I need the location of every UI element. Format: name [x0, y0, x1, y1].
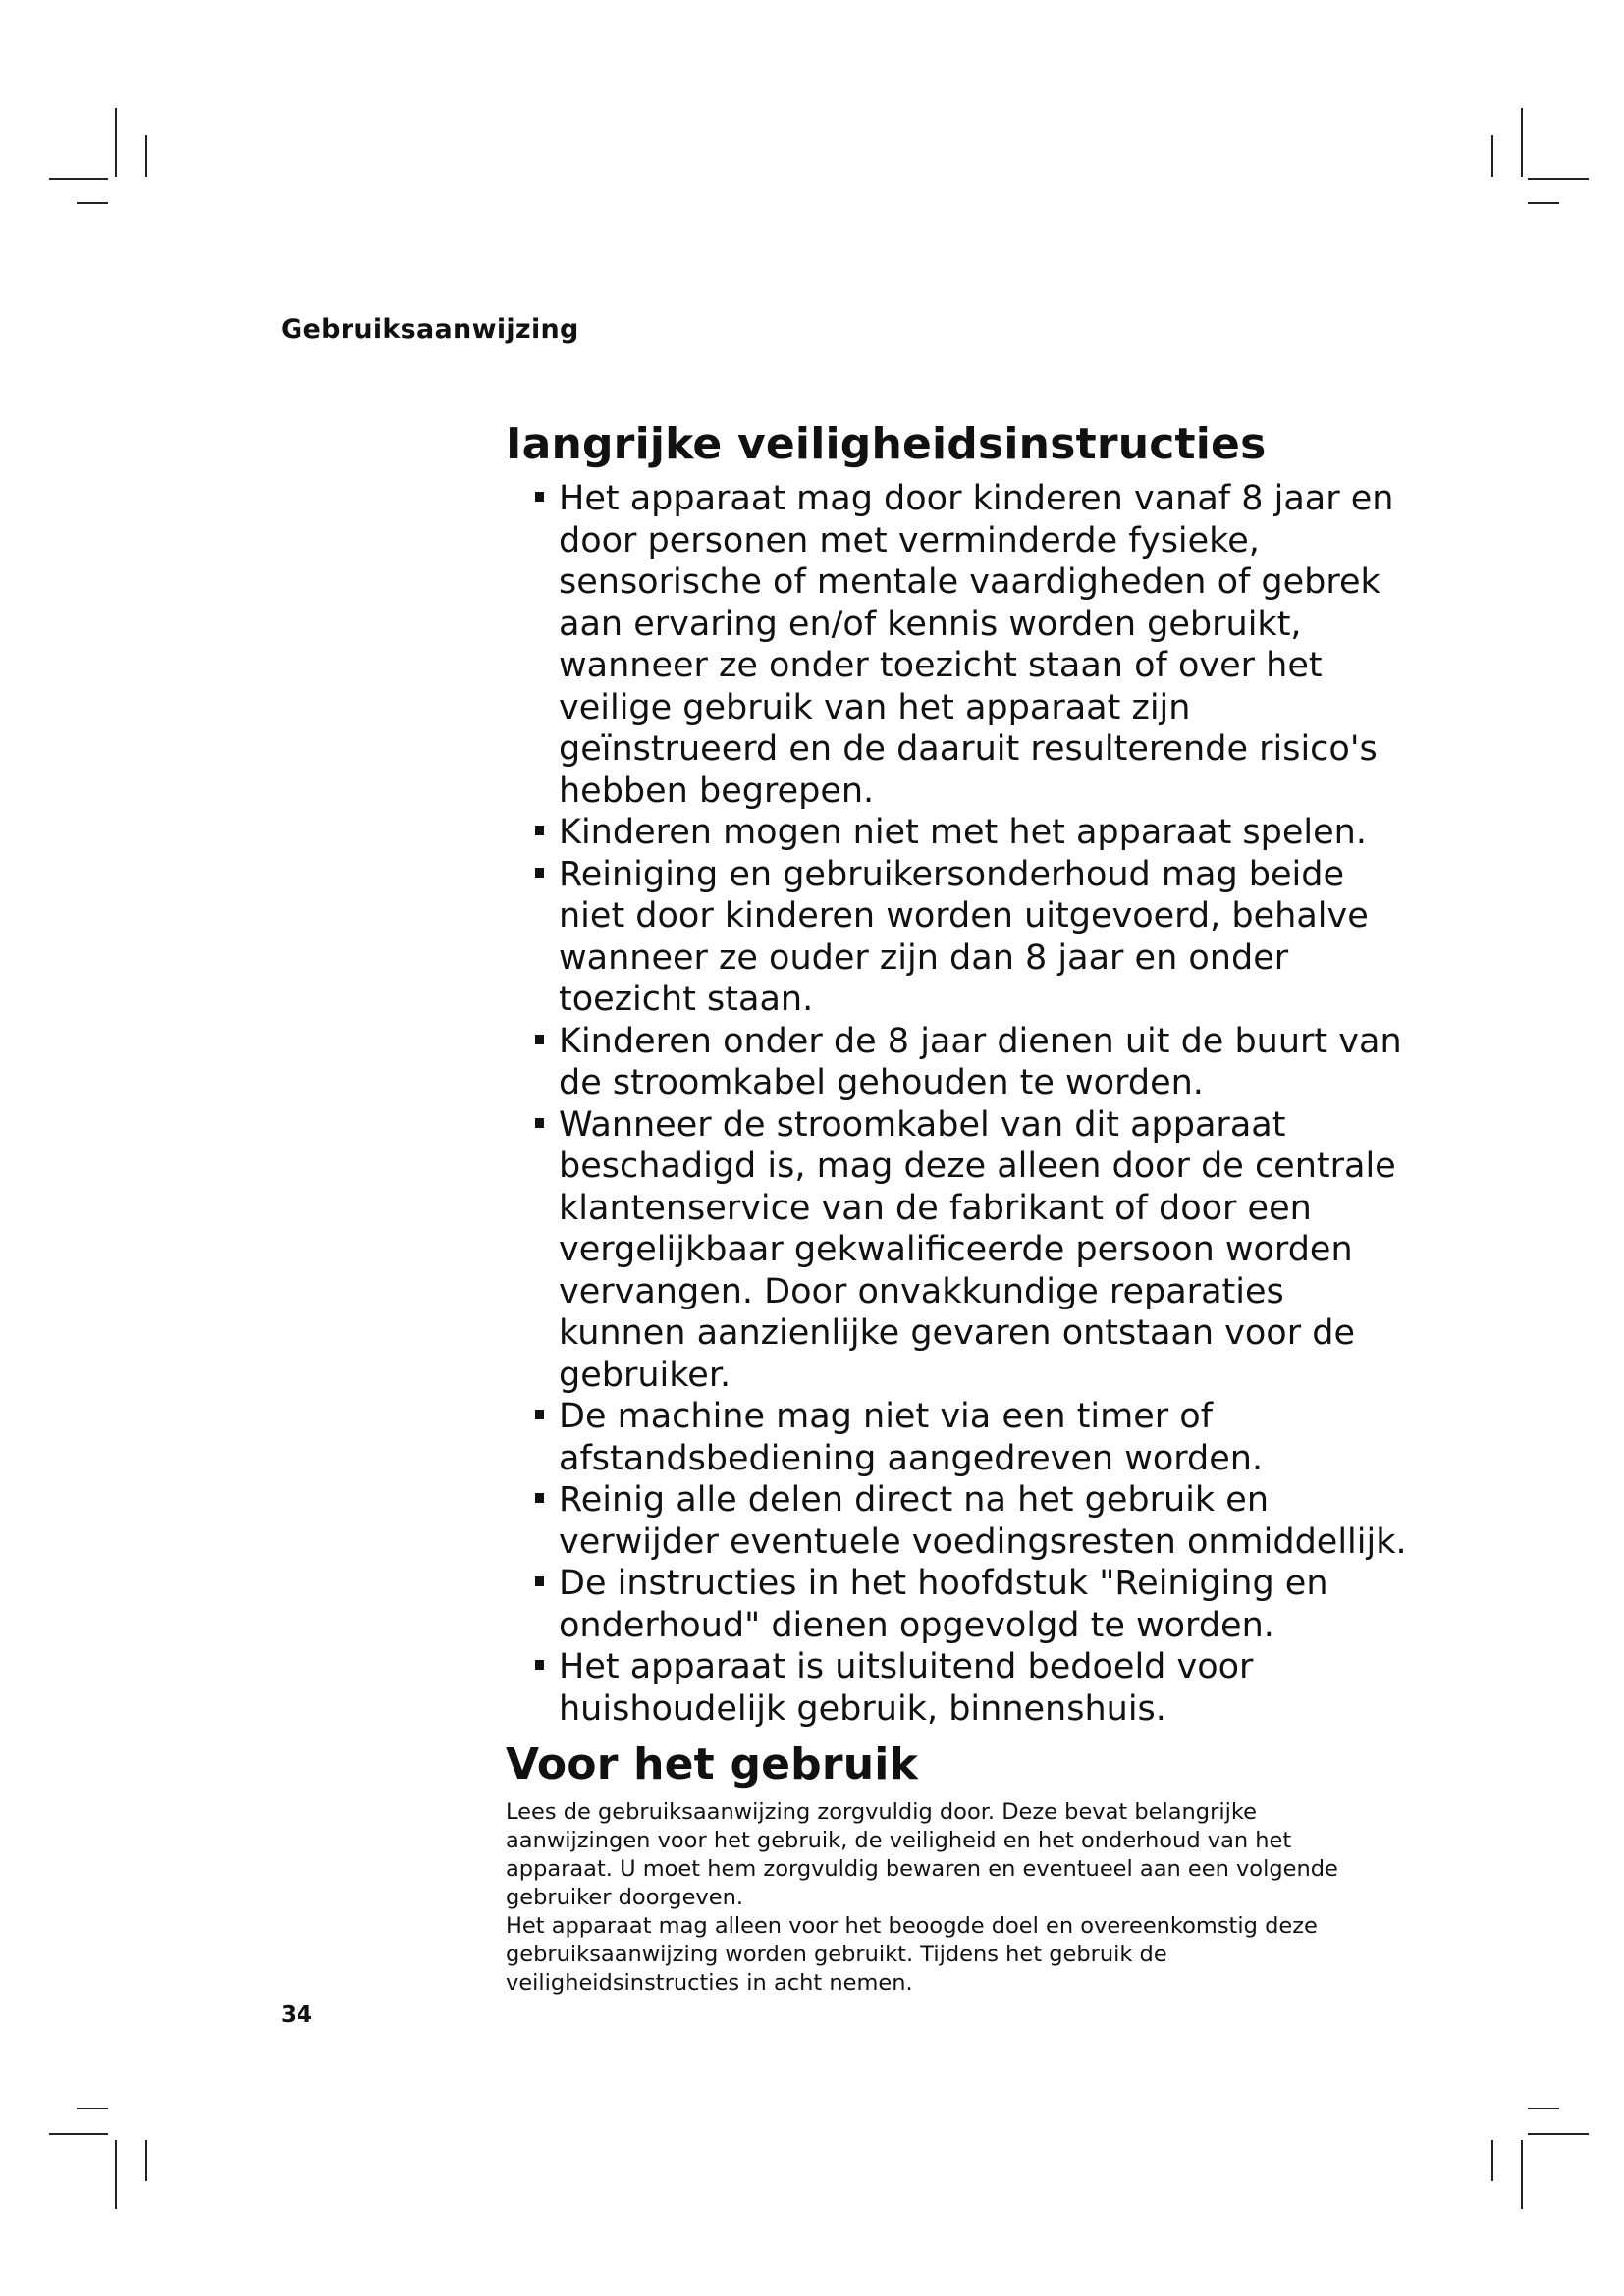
list-item-text: Wanneer de stroomkabel van dit apparaat beschadigd is, mag deze alleen door de centrale klantenservice van de fabrikant of door een vergelijkbaar gekwalificeerde persoon worden vervangen. Door onvakkundige reparaties kunnen aanzienlijke gevaren ontstaan voor de gebruiker.: [559, 1104, 1396, 1395]
before-use-paragraph: Het apparaat mag alleen voor het beoogde doel en overeenkomstig deze gebruiksaanwijzing worden gebruikt. Tijdens het gebruik de veiligheidsinstructies in acht nemen.: [506, 1913, 1318, 1996]
list-item-text: De instructies in het hoofdstuk "Reiniging en onderhoud" dienen opgevolgd te worden.: [559, 1564, 1328, 1645]
square-bullet-icon: [535, 826, 544, 835]
list-item-text: De machine mag niet via een timer of afstandsbediening aangedreven worden.: [559, 1397, 1264, 1478]
safety-section-title: Iangrijke veiligheidsinstructies: [506, 419, 1267, 469]
list-item: [535, 1646, 1419, 1730]
list-item: [535, 1479, 1419, 1563]
crop-mark: [1528, 178, 1589, 180]
page-number: 34: [281, 2002, 313, 2028]
square-bullet-icon: [535, 1660, 544, 1670]
list-item: [535, 1563, 1419, 1646]
crop-mark: [77, 202, 108, 204]
crop-mark: [1528, 2133, 1589, 2135]
list-item-text: Het apparaat mag door kinderen vanaf 8 jaar en door personen met verminderde fysieke, sensorische of mentale vaardigheden of gebrek aan ervaring en/of kennis worden gebruikt, wanneer ze onder toezicht staan of over het veilige gebruik van het apparaat zijn geïnstrueerd en de daaruit resulterende risico's hebben begrepen.: [559, 479, 1394, 811]
list-item: [535, 812, 1419, 854]
list-item: [535, 1396, 1419, 1479]
list-item-text: Het apparaat is uitsluitend bedoeld voor huishoudelijk gebruik, binnenshuis.: [559, 1647, 1254, 1729]
crop-mark: [115, 108, 117, 177]
list-item: [535, 478, 1419, 812]
before-use-paragraph: Lees de gebruiksaanwijzing zorgvuldig door. Deze bevat belangrijke aanwijzingen voor het gebruik, de veiligheid en het onderhoud van het apparaat. U moet hem zorgvuldig bewaren en eventueel aan een volgende gebruiker doorgeven.: [506, 1799, 1338, 1910]
crop-mark: [1521, 108, 1523, 177]
square-bullet-icon: [535, 868, 544, 878]
list-item-text: Kinderen onder de 8 jaar dienen uit de buurt van de stroomkabel gehouden te worden.: [559, 1021, 1402, 1102]
list-item-text: Reiniging en gebruikersonderhoud mag beide niet door kinderen worden uitgevoerd, behalve wanneer ze ouder zijn dan 8 jaar en onder toezicht staan.: [559, 854, 1369, 1019]
square-bullet-icon: [535, 1576, 544, 1586]
square-bullet-icon: [535, 1410, 544, 1419]
square-bullet-icon: [535, 492, 544, 502]
crop-mark: [145, 135, 147, 177]
crop-mark: [1521, 2140, 1523, 2209]
crop-mark: [115, 2140, 117, 2209]
list-item: [535, 1021, 1419, 1104]
crop-mark: [49, 2133, 108, 2135]
crop-mark: [1491, 2140, 1493, 2181]
crop-mark: [49, 178, 108, 180]
list-item-text: Reinig alle delen direct na het gebruik en verwijder eventuele voedingsresten onmiddellijk.: [559, 1480, 1407, 1562]
crop-mark: [77, 2108, 108, 2109]
safety-instructions-list: [506, 478, 1419, 1730]
main-content: [506, 417, 1419, 1998]
list-item: [535, 854, 1419, 1021]
crop-mark: [1528, 202, 1559, 204]
crop-mark: [1528, 2108, 1559, 2109]
crop-mark: [145, 2140, 147, 2181]
square-bullet-icon: [535, 1035, 544, 1044]
running-header: Gebruiksaanwijzing: [281, 314, 579, 345]
crop-mark: [1491, 135, 1493, 177]
list-item: [535, 1104, 1419, 1397]
list-item-text: Kinderen mogen niet met het apparaat spelen.: [559, 813, 1367, 852]
before-use-section-title: Voor het gebruik: [506, 1739, 919, 1789]
square-bullet-icon: [535, 1118, 544, 1128]
square-bullet-icon: [535, 1493, 544, 1503]
